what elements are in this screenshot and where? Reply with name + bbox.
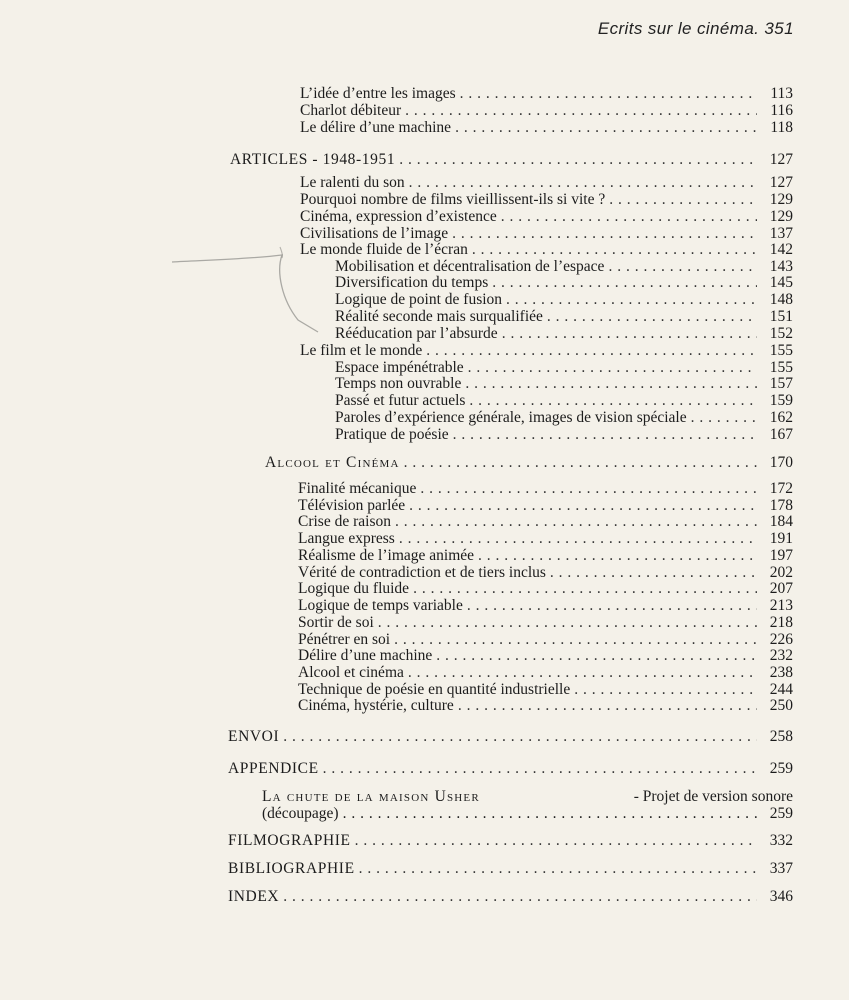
toc-entry-label: Le délire d’une machine: [300, 119, 452, 136]
toc-entry-page: 152: [769, 325, 793, 342]
toc-entry: [300, 174, 793, 191]
leader-dots: [478, 547, 757, 564]
toc-entry-label: APPENDICE: [228, 760, 319, 777]
toc-entry-label: ARTICLES - 1948-1951: [230, 151, 396, 168]
toc-entry-page: 113: [770, 85, 793, 102]
toc-subentry: [335, 359, 793, 376]
toc-entry-page: 167: [769, 426, 793, 443]
toc-entry-label: Mobilisation et décentralisation de l’espace: [335, 258, 605, 275]
toc-entry-page: 259: [769, 805, 793, 822]
leader-dots: [413, 580, 757, 597]
leader-dots: [608, 258, 757, 275]
leader-dots: [452, 225, 757, 242]
toc-entry-page: 145: [769, 274, 793, 291]
leader-dots: [359, 860, 757, 877]
toc-subentry: [335, 274, 793, 291]
toc-entry: [300, 208, 793, 225]
toc-entry-label: Paroles d’expérience générale, images de vision spéciale: [335, 409, 687, 426]
toc-entry: [298, 580, 793, 597]
toc-entry-page: 142: [769, 241, 793, 258]
toc-entry: [298, 681, 793, 698]
toc-entry: [298, 564, 793, 581]
toc-entry-page: 162: [769, 409, 793, 426]
toc-entry-label: Logique de point de fusion: [335, 291, 503, 308]
toc-entry: [298, 480, 793, 497]
toc-entry-label: Langue express: [298, 530, 395, 547]
toc-entry-label: Finalité mécanique: [298, 480, 417, 497]
toc-entry-label: Rééducation par l’absurde: [335, 325, 498, 342]
toc-entry-page: 143: [769, 258, 793, 275]
toc-section-appendice: [228, 760, 793, 777]
toc-entry: [300, 85, 793, 102]
toc-entry: [298, 597, 793, 614]
leader-dots: [405, 102, 757, 119]
toc-entry-page: 244: [769, 681, 793, 698]
appendix-subtitle: - Projet de version sonore: [633, 788, 793, 805]
toc-entry-page: 258: [769, 728, 793, 745]
leader-dots: [409, 174, 757, 191]
leader-dots: [409, 497, 757, 514]
leader-dots: [283, 728, 757, 745]
toc-entry-label: BIBLIOGRAPHIE: [228, 860, 355, 877]
toc-entry-page: 337: [769, 860, 793, 877]
leader-dots: [469, 392, 757, 409]
toc-entry-page: 148: [769, 291, 793, 308]
toc-entry-label: ENVOI: [228, 728, 280, 745]
toc-entry-page: 184: [769, 513, 793, 530]
leader-dots: [436, 647, 757, 664]
toc-entry: [298, 547, 793, 564]
toc-entry-page: 127: [769, 151, 793, 168]
toc-entry-label: Civilisations de l’image: [300, 225, 449, 242]
leader-dots: [399, 530, 757, 547]
toc-entry-page: 159: [769, 392, 793, 409]
leader-dots: [492, 274, 757, 291]
leader-dots: [609, 191, 757, 208]
toc-entry-label: Espace impénétrable: [335, 359, 464, 376]
toc-subentry: [335, 291, 793, 308]
toc-entry-label: Le film et le monde: [300, 342, 423, 359]
toc-entry: [300, 225, 793, 242]
toc-entry-page: 346: [769, 888, 793, 905]
toc-entry: [298, 513, 793, 530]
toc-section-index: [228, 888, 793, 905]
toc-entry-page: 155: [769, 359, 793, 376]
toc-entry: [298, 631, 793, 648]
leader-dots: [550, 564, 757, 581]
leader-dots: [574, 681, 757, 698]
toc-entry-page: 202: [769, 564, 793, 581]
toc-entry-label: Sortir de soi: [298, 614, 374, 631]
toc-entry-label: L’idée d’entre les images: [300, 85, 456, 102]
leader-dots: [502, 325, 757, 342]
appendix-title: La chute de la maison Usher: [262, 788, 480, 805]
toc-entry-label: Alcool et cinéma: [298, 664, 404, 681]
toc-entry: [298, 697, 793, 714]
leader-dots: [691, 409, 757, 426]
toc-appendix-entry: [262, 788, 793, 822]
toc-entry-label: Technique de poésie en quantité industrielle: [298, 681, 571, 698]
leader-dots: [378, 614, 757, 631]
toc-entry-page: 191: [769, 530, 793, 547]
toc-entry-page: 116: [770, 102, 793, 119]
leader-dots: [501, 208, 757, 225]
toc-subentry: [335, 375, 793, 392]
toc-section-alcool: [265, 454, 793, 471]
leader-dots: [460, 85, 757, 102]
leader-dots: [465, 375, 757, 392]
toc-entry-label: INDEX: [228, 888, 280, 905]
toc-entry: [298, 664, 793, 681]
toc-entry-label: Pourquoi nombre de films vieillissent-ils si vite ?: [300, 191, 606, 208]
toc-entry-label: Réalité seconde mais surqualifiée: [335, 308, 543, 325]
toc-entry: [298, 614, 793, 631]
toc-entry-page: 213: [769, 597, 793, 614]
toc-entry-label: Temps non ouvrable: [335, 375, 462, 392]
toc-entry-page: 250: [769, 697, 793, 714]
toc-entry-label: Télévision parlée: [298, 497, 406, 514]
leader-dots: [453, 426, 757, 443]
toc-entry-page: 137: [769, 225, 793, 242]
toc-subentry: [335, 392, 793, 409]
leader-dots: [408, 664, 757, 681]
toc-entry-page: 118: [770, 119, 793, 136]
toc-entry-label: Alcool et Cinéma: [265, 454, 400, 471]
toc-entry-page: 129: [769, 191, 793, 208]
toc-entry-page: 232: [769, 647, 793, 664]
leader-dots: [506, 291, 757, 308]
leader-dots: [283, 888, 757, 905]
toc-entry: [300, 119, 793, 136]
leader-dots: [468, 359, 757, 376]
leader-dots: [394, 631, 757, 648]
toc-entry-page: 207: [769, 580, 793, 597]
leader-dots: [420, 480, 757, 497]
leader-dots: [426, 342, 757, 359]
toc-entry-label: FILMOGRAPHIE: [228, 832, 351, 849]
toc-entry: [298, 497, 793, 514]
toc-entry-page: 155: [769, 342, 793, 359]
toc-entry-page: 332: [769, 832, 793, 849]
toc-entry-page: 151: [769, 308, 793, 325]
toc-entry-label: Le ralenti du son: [300, 174, 405, 191]
toc-entry: [300, 241, 793, 258]
toc-entry-label: Passé et futur actuels: [335, 392, 466, 409]
toc-subentry: [335, 409, 793, 426]
leader-dots: [395, 513, 757, 530]
leader-dots: [355, 832, 757, 849]
toc-section-filmographie: [228, 832, 793, 849]
leader-dots: [455, 119, 757, 136]
toc-entry-label: Le monde fluide de l’écran: [300, 241, 468, 258]
toc-entry-label: Pénétrer en soi: [298, 631, 391, 648]
toc-entry-label: Logique de temps variable: [298, 597, 463, 614]
toc-entry: [300, 342, 793, 359]
leader-dots: [467, 597, 757, 614]
toc-entry: [300, 191, 793, 208]
leader-dots: [323, 760, 757, 777]
toc-section-envoi: [228, 728, 793, 745]
leader-dots: [472, 241, 757, 258]
toc-entry: [298, 530, 793, 547]
leader-dots: [404, 454, 757, 471]
leader-dots: [458, 697, 757, 714]
toc-entry-page: 129: [769, 208, 793, 225]
toc-section-bibliographie: [228, 860, 793, 877]
leader-dots: [343, 805, 757, 822]
leader-dots: [547, 308, 757, 325]
toc-entry-label: Charlot débiteur: [300, 102, 402, 119]
toc-entry-label: Diversification du temps: [335, 274, 489, 291]
toc-entry-page: 127: [769, 174, 793, 191]
toc-entry-page: 218: [769, 614, 793, 631]
toc-entry-page: 238: [769, 664, 793, 681]
toc-entry-page: 157: [769, 375, 793, 392]
toc-entry-label: Délire d’une machine: [298, 647, 433, 664]
toc-entry-page: 170: [769, 454, 793, 471]
toc-entry-label: Réalisme de l’image animée: [298, 547, 475, 564]
toc-subentry: [335, 308, 793, 325]
toc-entry-page: 226: [769, 631, 793, 648]
toc-entry-page: 172: [769, 480, 793, 497]
toc-entry: [298, 647, 793, 664]
toc-subentry: [335, 325, 793, 342]
leader-dots: [399, 151, 757, 168]
toc-entry-page: 259: [769, 760, 793, 777]
toc-entry-label: Cinéma, expression d’existence: [300, 208, 497, 225]
running-head: Ecrits sur le cinéma. 351: [597, 19, 794, 38]
toc-entry-label: Crise de raison: [298, 513, 391, 530]
toc-entry-page: 197: [769, 547, 793, 564]
toc-entry: [300, 102, 793, 119]
toc-entry-label: Pratique de poésie: [335, 426, 449, 443]
appendix-title-cont: (découpage): [262, 805, 339, 822]
toc-entry-page: 178: [769, 497, 793, 514]
toc-subentry: [335, 258, 793, 275]
toc-entry-label: Cinéma, hystérie, culture: [298, 697, 454, 714]
toc-entry-label: Vérité de contradiction et de tiers inclus: [298, 564, 546, 581]
toc-section-articles: [230, 151, 793, 168]
toc-entry-label: Logique du fluide: [298, 580, 410, 597]
toc-subentry: [335, 426, 793, 443]
